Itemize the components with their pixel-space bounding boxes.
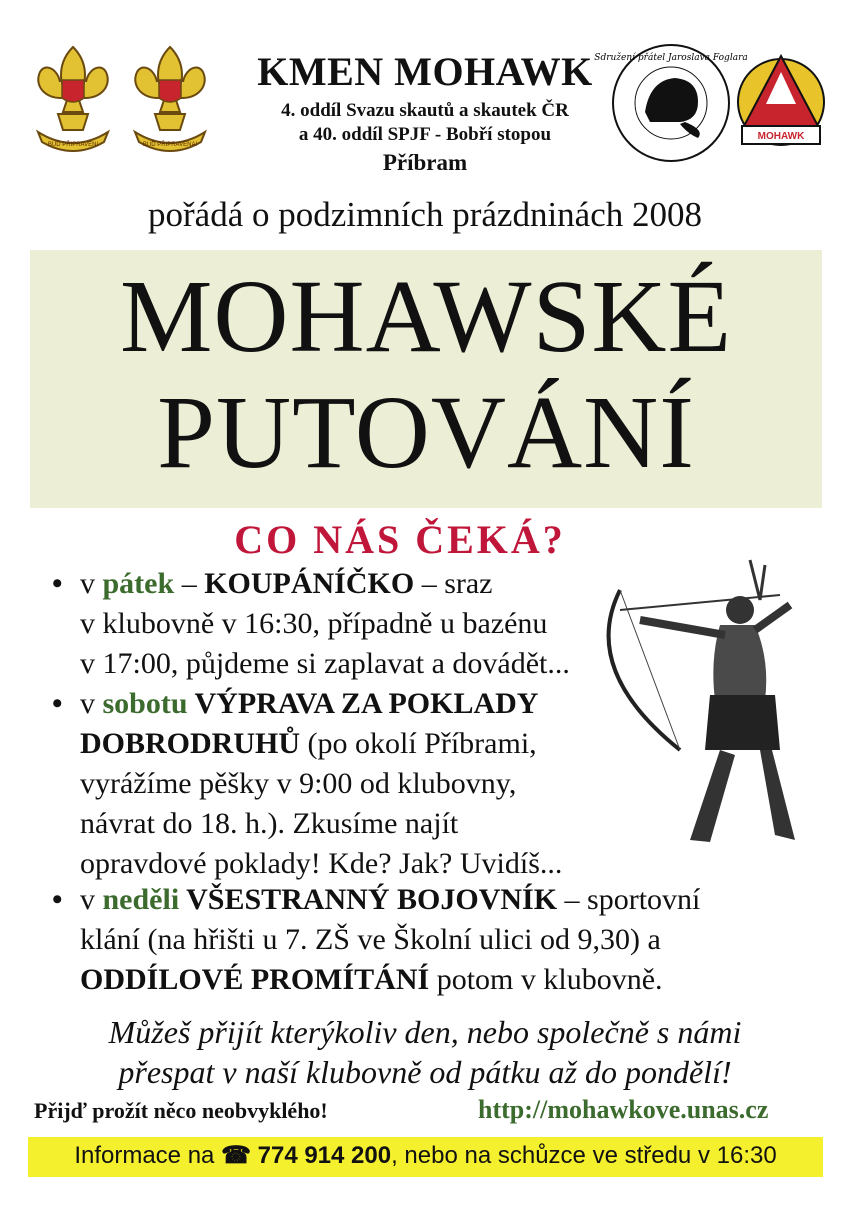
item-text: klání (na hřišti u 7. ZŠ ve Školní ulici od 9,30) a <box>80 923 661 956</box>
item-prefix: v <box>80 687 103 720</box>
website-link[interactable]: http://mohawkove.unas.cz <box>478 1095 769 1124</box>
header-line-1: 4. oddíl Svazu skautů a skautek ČR <box>281 100 569 121</box>
event-screening: ODDÍLOVÉ PROMÍTÁNÍ <box>80 963 430 996</box>
event-treasure-hunt-2: DOBRODRUHŮ <box>80 727 301 760</box>
item-text: potom v klubovně. <box>429 963 663 996</box>
item-prefix: v <box>80 567 103 600</box>
call-to-action: Přijď prožít něco neobvyklého! <box>34 1098 328 1123</box>
item-text: v 17:00, půjdeme si zaplavat a dovádět... <box>80 647 570 680</box>
item-text: návrat do 18. h.). Zkusíme najít <box>80 807 459 840</box>
program-item-friday <box>52 564 772 684</box>
closing-line-1: Můžeš přijít kterýkoliv den, nebo společně s námi <box>108 1014 742 1050</box>
bullet: • <box>52 883 63 916</box>
event-warrior: VŠESTRANNÝ BOJOVNÍK <box>179 883 558 916</box>
item-text: – sportovní <box>557 883 701 916</box>
header-city: Příbram <box>382 150 468 175</box>
foglar-seal-text: Sdružení přátel Jaroslava Foglara <box>594 53 748 63</box>
item-prefix: v <box>80 883 103 916</box>
info-suffix: , nebo na schůzce ve středu v 16:30 <box>391 1142 777 1169</box>
item-text: opravdové poklady! Kde? Jak? Uvidíš... <box>80 847 563 880</box>
closing-note <box>0 1012 850 1092</box>
bullet: • <box>52 687 63 720</box>
separator: – <box>174 567 205 600</box>
program-item-sunday <box>52 880 812 1000</box>
event-title-line-2: PUTOVÁNÍ <box>157 375 695 490</box>
event-title-line-1: MOHAWSKÉ <box>119 259 733 374</box>
scout-badge-text-2: BUĎ PŘIPRAVENA! <box>142 142 198 148</box>
header-title: KMEN MOHAWK <box>257 49 593 94</box>
day-friday: pátek <box>102 567 175 600</box>
phone-number: 774 914 200 <box>257 1142 392 1169</box>
info-prefix: Informace na <box>74 1142 222 1169</box>
subtitle: pořádá o podzimních prázdninách 2008 <box>148 195 702 234</box>
closing-line-2: přespat v naší klubovně od pátku až do pondělí! <box>118 1054 732 1090</box>
day-saturday: sobotu <box>102 687 188 720</box>
item-text: vyrážíme pěšky v 9:00 od klubovny, <box>80 767 517 800</box>
event-treasure-hunt: VÝPRAVA ZA POKLADY <box>187 687 539 720</box>
event-swimming: KOUPÁNÍČKO <box>204 567 415 600</box>
section-heading: CO NÁS ČEKÁ? <box>234 517 566 562</box>
mohawk-logo-text: MOHAWK <box>757 131 805 142</box>
header-line-2: a 40. oddíl SPJF - Bobří stopou <box>298 124 552 145</box>
scout-badge-text: BUĎ PŘIPRAVEN! <box>47 142 99 148</box>
program-item-saturday <box>52 684 772 884</box>
phone-icon: ☎ <box>221 1142 258 1169</box>
item-text: v klubovně v 16:30, případně u bazénu <box>80 607 548 640</box>
item-text: – sraz <box>414 567 493 600</box>
info-text <box>28 1141 823 1170</box>
item-text: (po okolí Příbrami, <box>300 727 537 760</box>
day-sunday: neděli <box>102 883 180 916</box>
bullet: • <box>52 567 63 600</box>
